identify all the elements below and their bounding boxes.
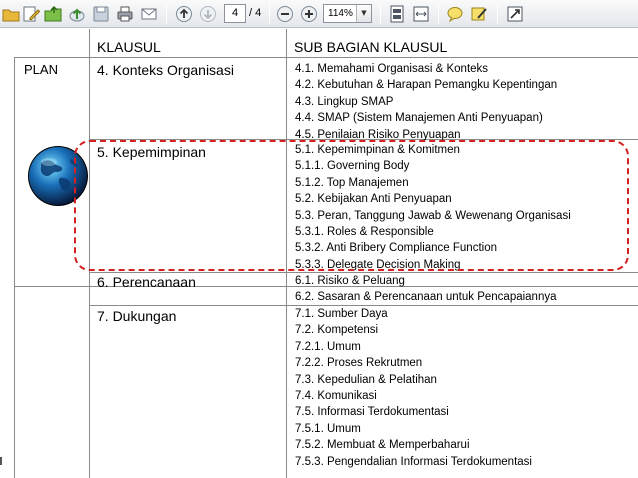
print-icon[interactable] (114, 3, 136, 25)
sub-item: 7.3. Kepedulian & Pelatihan (295, 373, 437, 386)
document-page[interactable] (0, 29, 638, 478)
upload-icon[interactable] (66, 3, 88, 25)
zoom-in-icon[interactable] (298, 3, 320, 25)
page-up-icon[interactable] (173, 3, 195, 25)
fit-page-icon[interactable] (386, 3, 408, 25)
sub-item: 5.1.2. Top Manajemen (295, 176, 409, 189)
klausul-cell: 5. Kepemimpinan (97, 144, 206, 160)
grid-line (14, 57, 638, 58)
sub-item: 7.5. Informasi Terdokumentasi (295, 406, 449, 419)
sub-item: 5.3.2. Anti Bribery Compliance Function (295, 242, 497, 255)
klausul-cell: 6. Perencanaan (97, 274, 196, 290)
sub-item: 4.3. Lingkup SMAP (295, 95, 394, 108)
comment-icon[interactable] (444, 3, 466, 25)
sub-item: 5.1.1. Governing Body (295, 160, 410, 173)
sub-item: 7.2.1. Umum (295, 340, 361, 353)
sub-item: 6.1. Risiko & Peluang (295, 275, 405, 287)
sub-item: 4.1. Memahami Organisasi & Konteks (295, 63, 489, 75)
page-number-input[interactable]: 4 (224, 4, 246, 23)
sub-item: 5.3. Peran, Tanggung Jawab & Wewenang Organisasi (295, 209, 571, 222)
zoom-out-icon[interactable] (274, 3, 296, 25)
zoom-level-select[interactable]: 114% (323, 4, 372, 23)
highlight-icon[interactable] (468, 3, 490, 25)
page-total: / 4 (249, 7, 262, 19)
page-down-icon[interactable] (197, 3, 219, 25)
edit-icon[interactable] (20, 3, 42, 25)
grid-line (14, 57, 15, 478)
sub-item: 7.5.3. Pengendalian Informasi Terdokumentasi (295, 455, 532, 468)
page-edge-mark (0, 457, 2, 465)
open-icon[interactable] (42, 3, 64, 25)
fit-width-icon[interactable] (410, 3, 432, 25)
sub-item: 4.2. Kebutuhan & Harapan Pemangku Kepentingan (295, 79, 558, 92)
fullscreen-icon[interactable] (504, 3, 526, 25)
klausul-cell: 4. Konteks Organisasi (97, 62, 234, 78)
sub-item: 7.2. Kompetensi (295, 324, 379, 337)
header-klausul: KLAUSUL (97, 39, 161, 55)
email-icon[interactable] (138, 3, 160, 25)
klausul-cell: 7. Dukungan (97, 308, 177, 324)
sub-item: 5.2. Kebijakan Anti Penyuapan (295, 193, 452, 206)
sub-item: 7.1. Sumber Daya (295, 308, 388, 320)
sub-item: 7.2.2. Proses Rekrutmen (295, 357, 423, 370)
sub-item: 6.2. Sasaran & Perencanaan untuk Pencapaiannya (295, 291, 557, 304)
pdf-toolbar (0, 0, 638, 28)
sub-item: 5.1. Kepemimpinan & Komitmen (295, 144, 460, 156)
header-sub-bagian: SUB BAGIAN KLAUSUL (294, 39, 448, 55)
sub-item: 7.5.2. Membuat & Memperbaharui (295, 439, 470, 452)
chevron-down-icon[interactable]: ▼ (356, 5, 371, 22)
sub-item: 5.3.3. Delegate Decision Making (295, 258, 461, 271)
sub-item: 4.5. Penilaian Risiko Penyuapan (295, 128, 461, 141)
sub-item: 5.3.1. Roles & Responsible (295, 226, 434, 238)
highlight-dashed-outline (74, 140, 629, 271)
sub-item: 4.4. SMAP (Sistem Manajemen Anti Penyuapan) (295, 112, 543, 125)
sub-item: 7.5.1. Umum (295, 422, 361, 435)
save-icon[interactable] (90, 3, 112, 25)
open-folder-icon[interactable] (0, 3, 22, 25)
sub-item: 7.4. Komunikasi (295, 390, 377, 402)
section-label-plan: PLAN (24, 62, 58, 77)
